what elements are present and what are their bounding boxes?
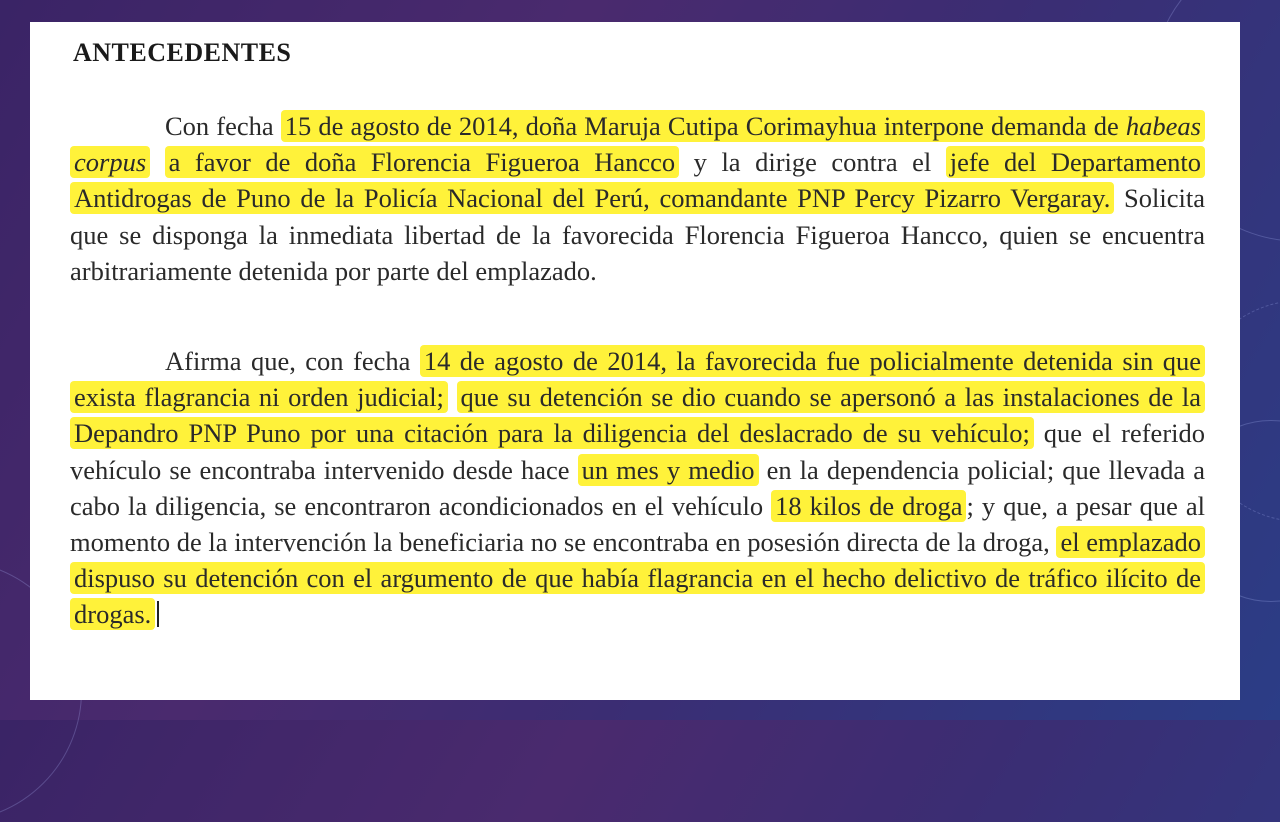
- text-segment: Con fecha: [165, 111, 281, 141]
- text-segment: [448, 382, 457, 412]
- text-segment: en la dependencia policial; que llevada a cabo la diligencia, se encontraron acondicionados en el vehículo: [70, 454, 1205, 521]
- text-segment: y la dirige contra el: [679, 147, 946, 178]
- highlighted-text: jefe del Departamento Antidrogas de Puno de la Policía Nacional del Perú, comandante PNP Percy Pizarro Vergaray.: [70, 146, 1205, 214]
- paragraph-2: [70, 343, 1205, 633]
- text-segment: que el referido vehículo se encontraba intervenido desde hace: [70, 418, 1206, 485]
- highlighted-text: que su detención se dio cuando se apersonó a las instalaciones de la Depandro PNP Puno por una citación para la diligencia del deslacrado de su vehículo;: [70, 381, 1205, 449]
- text-segment: [150, 147, 165, 177]
- text-segment: Afirma que, con fecha: [165, 346, 420, 376]
- highlighted-segment: 15 de agosto de 2014, doña Maruja Cutipa Corimayhua interpone demanda de: [284, 111, 1126, 141]
- document-image: [30, 22, 1240, 700]
- highlighted-text: el emplazado dispuso su detención con el argumento de que había flagrancia en el hecho delictivo de tráfico ilícito de drogas.: [70, 526, 1205, 630]
- text-segment: Solicita que se disponga la inmediata libertad de la favorecida Florencia Figueroa Hancco, quien se encuentra arbitrariamente detenida por parte del emplazado.: [70, 183, 1205, 286]
- text-segment: ; y que, a pesar que al momento de la intervención la beneficiaria no se encontraba en posesión directa de la droga,: [70, 490, 1206, 558]
- text-cursor: [157, 601, 159, 627]
- highlighted-text: a favor de doña Florencia Figueroa Hancco: [165, 146, 680, 178]
- paragraph-1: [70, 108, 1205, 289]
- highlighted-text: 18 kilos de droga: [771, 490, 966, 522]
- italic-term: habeas corpus: [74, 111, 1201, 178]
- highlighted-text: un mes y medio: [578, 454, 759, 486]
- highlighted-text: 14 de agosto de 2014, la favorecida fue policialmente detenida sin que exista flagrancia ni orden judicial;: [70, 345, 1205, 413]
- section-heading: ANTECEDENTES: [73, 38, 292, 67]
